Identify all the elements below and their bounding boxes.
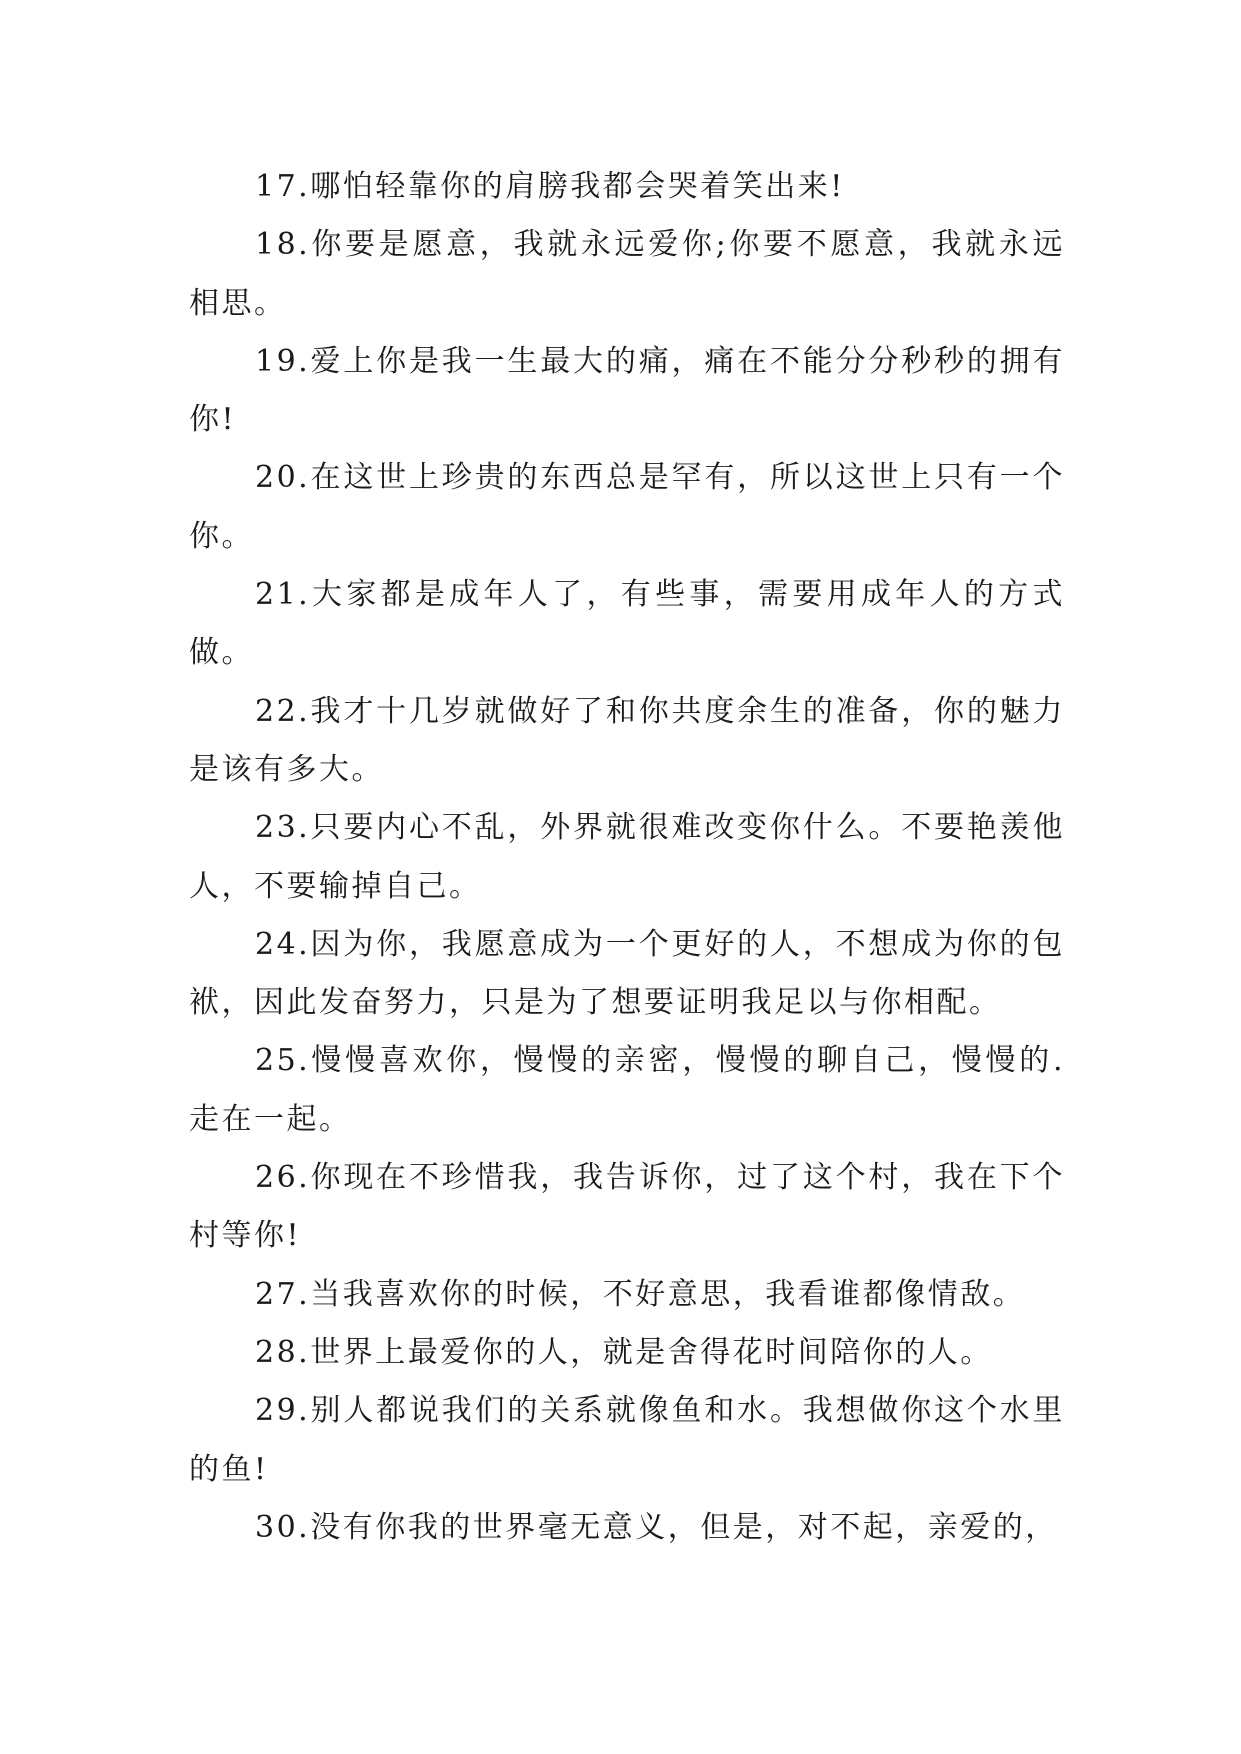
paragraph-30: 30.没有你我的世界毫无意义，但是，对不起，亲爱的，	[255, 1509, 1058, 1545]
paragraph-28: 28.世界上最爱你的人，就是舍得花时间陪你的人。	[255, 1334, 993, 1370]
paragraph-19: 19.爱上你是我一生最大的痛，痛在不能分分秒秒的拥有你!	[189, 343, 1065, 438]
paragraph-29: 29.别人都说我们的关系就像鱼和水。我想做你这个水里的鱼!	[189, 1393, 1065, 1487]
paragraph-17: 17.哪怕轻靠你的肩膀我都会哭着笑出来!	[255, 169, 845, 204]
paragraph-26: 26.你现在不珍惜我，我告诉你，过了这个村，我在下个村等你!	[189, 1160, 1065, 1254]
document-body	[189, 158, 1065, 1557]
paragraph-22: 22.我才十几岁就做好了和你共度余生的准备，你的魅力是该有多大。	[189, 693, 1065, 787]
paragraph-21: 21.大家都是成年人了，有些事，需要用成年人的方式做。	[189, 577, 1065, 671]
paragraph-20: 20.在这世上珍贵的东西总是罕有，所以这世上只有一个你。	[189, 460, 1065, 554]
paragraph-18: 18.你要是愿意，我就永远爱你;你要不愿意，我就永远相思。	[189, 227, 1065, 321]
paragraph-24: 24.因为你，我愿意成为一个更好的人，不想成为你的包袱，因此发奋努力，只是为了想要证明我足以与你相配。	[189, 926, 1065, 1021]
paragraph-25: 25.慢慢喜欢你，慢慢的亲密，慢慢的聊自己，慢慢的.走在一起。	[189, 1043, 1065, 1137]
paragraph-27: 27.当我喜欢你的时候，不好意思，我看谁都像情敌。	[255, 1276, 1026, 1312]
paragraph-23: 23.只要内心不乱，外界就很难改变你什么。不要艳羡他人，不要输掉自己。	[189, 810, 1065, 904]
